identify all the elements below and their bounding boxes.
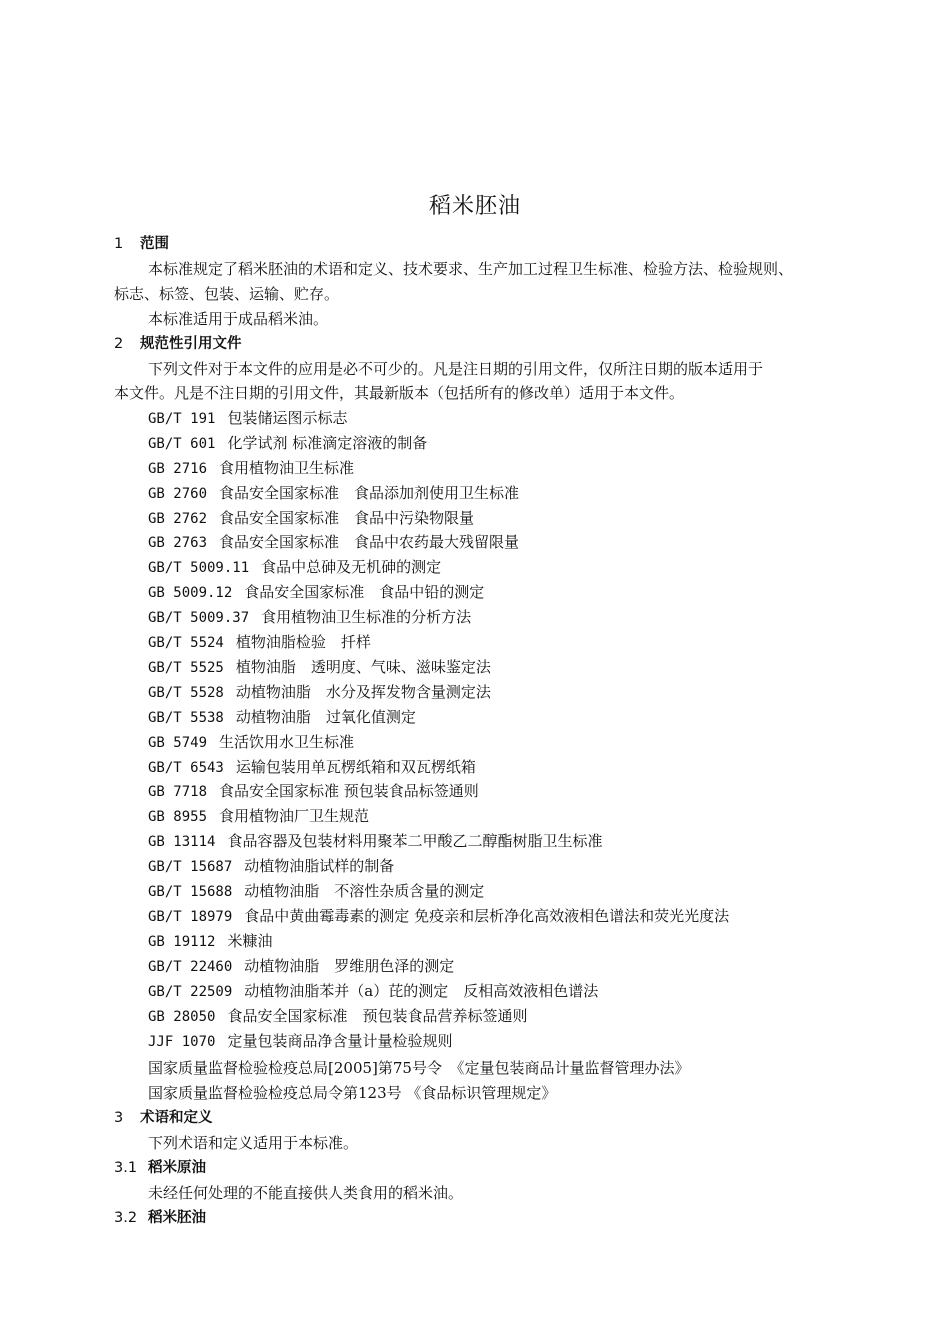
subsection-3-2-heading: [114, 1208, 206, 1228]
reference-code: GB/T 5009.37: [148, 610, 250, 626]
section-number: 2: [114, 336, 124, 352]
reference-item: [148, 1006, 527, 1027]
reference-title: 食品安全国家标准 食品中铅的测定: [244, 583, 485, 601]
subsection-number: 3.2: [114, 1210, 138, 1226]
reference-title: 植物油脂检验 扦样: [235, 633, 371, 651]
paragraph-line: 标志、标签、包装、运输、贮存。: [114, 285, 340, 303]
reference-title: 米糠油: [227, 932, 273, 950]
reference-item: [148, 831, 602, 852]
reference-item: [148, 483, 519, 504]
reference-code: GB/T 6543: [148, 760, 224, 776]
paragraph-line: 本文件。凡是不注日期的引用文件，其最新版本（包括所有的修改单）适用于本文件。: [114, 384, 685, 402]
reference-title: 食品安全国家标准 食品中污染物限量: [219, 509, 475, 527]
reference-item: [148, 408, 347, 429]
reference-item: [148, 557, 441, 578]
reference-title: 食品安全国家标准 预包装食品营养标签通则: [227, 1007, 528, 1025]
reference-code: GB 2760: [148, 486, 208, 502]
reference-title: 植物油脂 透明度、气味、滋味鉴定法: [235, 658, 491, 676]
reference-code: GB 8955: [148, 809, 208, 825]
subsection-title: 稻米胚油: [148, 1210, 206, 1226]
reference-code: GB/T 601: [148, 436, 216, 452]
reference-code: GB 13114: [148, 834, 216, 850]
reference-code: GB/T 5538: [148, 710, 224, 726]
reference-item: [148, 1031, 452, 1052]
paragraph-line: 下列术语和定义适用于本标准。: [148, 1134, 359, 1152]
section-number: 3: [114, 1110, 124, 1126]
reference-code: GB/T 5525: [148, 660, 224, 676]
reference-code: GB/T 5524: [148, 635, 224, 651]
reference-code: JJF 1070: [148, 1034, 216, 1050]
reference-item: [148, 856, 394, 877]
reference-item: [148, 458, 354, 479]
reference-title: 食用植物油厂卫生规范: [219, 807, 370, 825]
section-title: 规范性引用文件: [140, 336, 242, 352]
reference-code: GB 19112: [148, 934, 216, 950]
reference-title: 动植物油脂 水分及挥发物含量测定法: [235, 683, 491, 701]
subsection-number: 3.1: [114, 1160, 138, 1176]
reference-item: [148, 757, 476, 778]
reference-item: [148, 881, 484, 902]
reference-item: [148, 682, 491, 703]
section-3-heading: [114, 1108, 213, 1128]
reference-code: GB/T 22460: [148, 959, 233, 975]
reference-item: [148, 607, 471, 628]
reference-item: [148, 732, 354, 753]
reference-item: [148, 956, 454, 977]
reference-item: [148, 657, 491, 678]
section-2-heading: [114, 334, 242, 354]
reference-title: 动植物油脂 不溶性杂质含量的测定: [244, 882, 485, 900]
reference-item: [148, 632, 371, 653]
reference-title: 动植物油脂 罗维朋色泽的测定: [244, 957, 455, 975]
paragraph-line: 本标准规定了稻米胚油的术语和定义、技术要求、生产加工过程卫生标准、检验方法、检验规则、: [148, 260, 794, 278]
subsection-3-1-heading: [114, 1158, 206, 1178]
reference-title: 食品中总砷及无机砷的测定: [261, 558, 442, 576]
reference-code: GB 5749: [148, 735, 208, 751]
section-number: 1: [114, 236, 124, 252]
reference-title: 动植物油脂试样的制备: [244, 857, 395, 875]
reference-title: 动植物油脂 过氧化值测定: [235, 708, 416, 726]
decree-line: 国家质量监督检验检疫总局[2005]第75号令 《定量包装商品计量监督管理办法》: [148, 1059, 690, 1077]
reference-code: GB 2762: [148, 511, 208, 527]
reference-item: [148, 781, 479, 802]
reference-title: 化学试剂 标准滴定溶液的制备: [227, 434, 428, 452]
definition-text: 未经任何处理的不能直接供人类食用的稻米油。: [148, 1184, 464, 1202]
reference-title: 包装储运图示标志: [227, 409, 348, 427]
reference-code: GB/T 22509: [148, 984, 233, 1000]
reference-code: GB/T 5009.11: [148, 560, 250, 576]
reference-item: [148, 433, 427, 454]
reference-code: GB/T 5528: [148, 685, 224, 701]
subsection-title: 稻米原油: [148, 1160, 206, 1176]
reference-title: 食品安全国家标准 食品中农药最大残留限量: [219, 533, 520, 551]
reference-code: GB 28050: [148, 1009, 216, 1025]
reference-code: GB 7718: [148, 784, 208, 800]
reference-code: GB/T 15687: [148, 859, 233, 875]
reference-item: [148, 532, 519, 553]
reference-title: 食品安全国家标准 预包装食品标签通则: [219, 782, 479, 800]
reference-item: [148, 582, 484, 603]
reference-title: 动植物油脂苯并（a）芘的测定 反相高效液相色谱法: [244, 982, 599, 1000]
section-title: 范围: [140, 236, 169, 252]
document-title: 稻米胚油: [428, 194, 521, 219]
reference-title: 生活饮用水卫生标准: [219, 733, 355, 751]
reference-code: GB 2763: [148, 535, 208, 551]
reference-title: 食用植物油卫生标准: [219, 459, 355, 477]
section-title: 术语和定义: [140, 1110, 213, 1126]
reference-title: 食用植物油卫生标准的分析方法: [261, 608, 472, 626]
reference-item: [148, 707, 416, 728]
reference-title: 食品中黄曲霉毒素的测定 免疫亲和层析净化高效液相色谱法和荧光光度法: [244, 907, 730, 925]
decree-line: 国家质量监督检验检疫总局令第123号 《食品标识管理规定》: [148, 1084, 557, 1102]
reference-title: 食品安全国家标准 食品添加剂使用卫生标准: [219, 484, 520, 502]
section-1-heading: [114, 234, 169, 254]
reference-code: GB/T 18979: [148, 909, 233, 925]
reference-item: [148, 981, 598, 1002]
reference-item: [148, 931, 272, 952]
reference-code: GB 2716: [148, 461, 208, 477]
reference-item: [148, 508, 474, 529]
reference-code: GB/T 15688: [148, 884, 233, 900]
reference-title: 定量包装商品净含量计量检验规则: [227, 1032, 453, 1050]
reference-title: 运输包装用单瓦楞纸箱和双瓦楞纸箱: [235, 758, 476, 776]
reference-item: [148, 806, 369, 827]
reference-code: GB/T 191: [148, 411, 216, 427]
reference-title: 食品容器及包装材料用聚苯二甲酸乙二醇酯树脂卫生标准: [227, 832, 603, 850]
paragraph-line: 本标准适用于成品稻米油。: [148, 310, 329, 328]
paragraph-line: 下列文件对于本文件的应用是必不可少的。凡是注日期的引用文件，仅所注日期的版本适用于: [148, 360, 764, 378]
reference-item: [148, 906, 729, 927]
reference-code: GB 5009.12: [148, 585, 233, 601]
